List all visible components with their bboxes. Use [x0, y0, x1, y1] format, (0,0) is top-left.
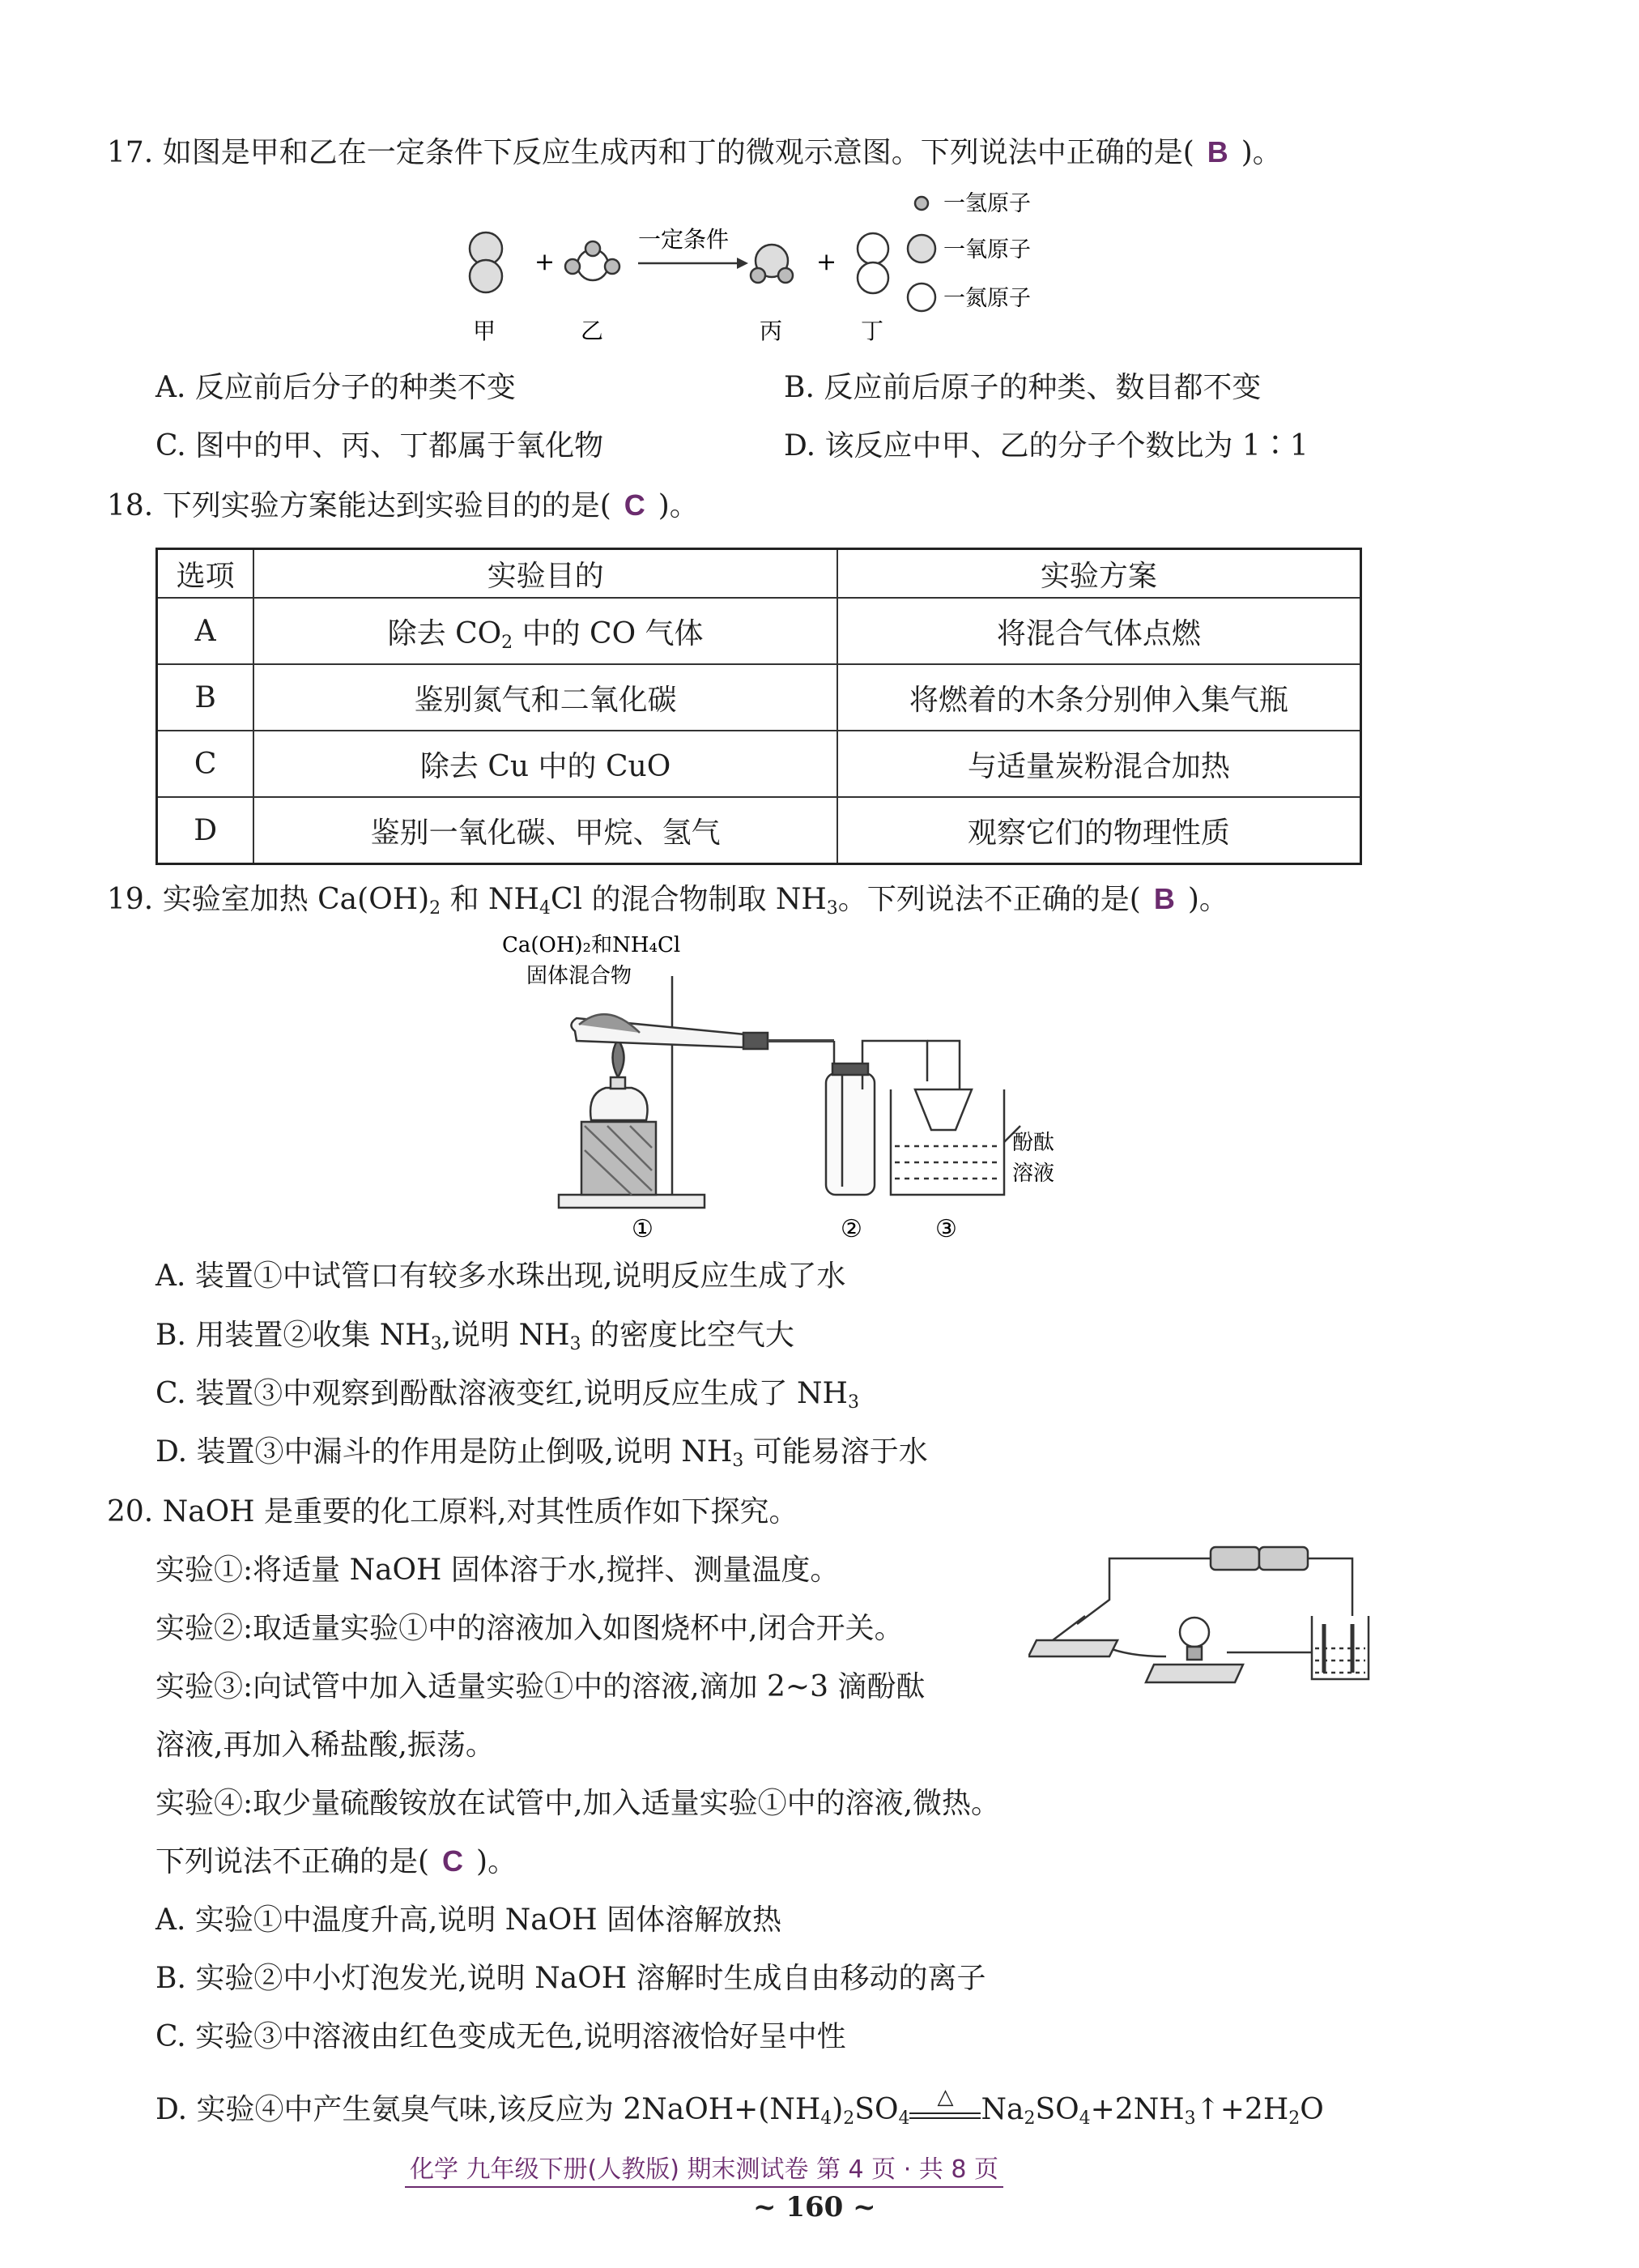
- label-solution: 溶液: [1012, 1162, 1055, 1186]
- label-yi: 乙: [581, 318, 604, 344]
- label-bing: 丙: [760, 318, 783, 344]
- q17-option-c: C. 图中的甲、丙、丁都属于氧化物: [155, 429, 604, 463]
- table-header-row: [157, 549, 1361, 599]
- legend-oxygen: 一氧原子: [943, 237, 1031, 262]
- q20-stem: 20. NaOH 是重要的化工原料,对其性质作如下探究。: [107, 1495, 798, 1528]
- q20-exp1: 实验①:将适量 NaOH 固体溶于水,搅拌、测量温度。: [155, 1554, 840, 1587]
- q17-molecule-diagram: [453, 182, 1069, 352]
- label-reagents: Ca(OH)₂和NH₄Cl: [502, 933, 681, 957]
- alcohol-lamp: [590, 1088, 647, 1120]
- legend-hydrogen: 一氢原子: [943, 191, 1031, 216]
- oxygen-atom: [470, 260, 502, 292]
- hydrogen-atom: [778, 268, 793, 283]
- q19-option-a: A. 装置①中试管口有较多水珠出现,说明反应生成了水: [155, 1260, 846, 1293]
- label-solid-mixture: 固体混合物: [526, 964, 632, 988]
- q18-stem: 18. 下列实验方案能达到实验目的的是( C )。: [107, 488, 699, 522]
- page-footer: 化学 九年级下册(人教版) 期末测试卷 第 4 页 · 共 8 页: [405, 2149, 1003, 2188]
- hydrogen-atom: [585, 241, 600, 256]
- battery: [1211, 1547, 1259, 1570]
- q18-answer: C: [624, 488, 645, 522]
- label-jia: 甲: [473, 318, 496, 344]
- stand-base: [559, 1195, 705, 1208]
- header-plan: 实验方案: [837, 549, 1361, 599]
- q20-option-d: D. 实验④中产生氨臭气味,该反应为 $2NaOH+(NH_4)_2SO_4$ △ $Na_2SO_4+2NH_3↑+2H_2O$: [155, 2085, 1324, 2129]
- nitrogen-atom: [908, 284, 935, 311]
- q17-answer: B: [1207, 135, 1228, 168]
- hydrogen-atom: [605, 259, 619, 274]
- reaction-condition: 一定条件: [638, 226, 730, 253]
- q20-exp2: 实验②:取适量实验①中的溶液加入如图烧杯中,闭合开关。: [155, 1612, 904, 1645]
- plus-sign: +: [816, 248, 837, 276]
- header-option: 选项: [157, 549, 254, 599]
- q17-option-d: D. 该反应中甲、乙的分子个数比为 1∶1: [784, 429, 1309, 463]
- stopper: [743, 1033, 768, 1049]
- q20-option-c: C. 实验③中溶液由红色变成无色,说明溶液恰好呈中性: [155, 2020, 846, 2053]
- q20-circuit-diagram: [1028, 1535, 1377, 1689]
- num-2: ②: [841, 1215, 862, 1243]
- q19-stem: 19. 实验室加热 $Ca(OH)_2$ 和 $NH_4Cl$ 的混合物制取 $NH_3$。下列说法不正确的是( B )。: [107, 882, 1228, 919]
- q20-ask: 下列说法不正确的是( C )。: [155, 1844, 517, 1878]
- q20-exp4: 实验④:取少量硫酸铵放在试管中,加入适量实验①中的溶液,微热。: [155, 1787, 1001, 1820]
- hydrogen-atom: [751, 268, 765, 283]
- bulb: [1180, 1618, 1209, 1647]
- flame: [613, 1039, 624, 1077]
- q19-option-b: B. 用装置②收集 $NH_3$,说明 $NH_3$ 的密度比空气大: [155, 1319, 794, 1354]
- q19-option-d: D. 装置③中漏斗的作用是防止倒吸,说明 $NH_3$ 可能易溶于水: [155, 1435, 928, 1471]
- table-row: B 鉴别氮气和二氧化碳 将燃着的木条分别伸入集气瓶: [157, 664, 1361, 731]
- hydrogen-atom: [915, 197, 928, 210]
- legend-nitrogen: 一氮原子: [943, 286, 1031, 311]
- bulb-board: [1146, 1665, 1243, 1682]
- q20-exp3-cont: 溶液,再加入稀盐酸,振荡。: [155, 1729, 495, 1762]
- q17-option-a: A. 反应前后分子的种类不变: [155, 371, 516, 404]
- label-ding: 丁: [861, 318, 884, 344]
- label-phenolphthalein: 酚酞: [1012, 1131, 1055, 1155]
- header-purpose: 实验目的: [253, 549, 837, 599]
- num-1: ①: [632, 1215, 653, 1243]
- q18-table: [155, 548, 1362, 865]
- table-row: D 鉴别一氧化碳、甲烷、氢气 观察它们的物理性质: [157, 797, 1361, 864]
- q19-apparatus-diagram: [486, 927, 1069, 1243]
- nitrogen-atom: [858, 262, 888, 293]
- plus-sign: +: [534, 248, 556, 276]
- q19-option-c: C. 装置③中观察到酚酞溶液变红,说明反应生成了 $NH_3$: [155, 1377, 859, 1413]
- battery: [1259, 1547, 1308, 1570]
- q17-option-b: B. 反应前后原子的种类、数目都不变: [784, 371, 1262, 404]
- nitrogen-atom: [858, 233, 888, 264]
- q20-option-a: A. 实验①中温度升高,说明 NaOH 固体溶解放热: [155, 1904, 782, 1937]
- hydrogen-atom: [565, 259, 580, 274]
- q17-stem: 17. 如图是甲和乙在一定条件下反应生成丙和丁的微观示意图。下列说法中正确的是( B )。: [107, 135, 1282, 169]
- q20-exp3: 实验③:向试管中加入适量实验①中的溶液,滴加 2~3 滴酚酞: [155, 1670, 926, 1703]
- q19-answer: B: [1153, 882, 1175, 915]
- collection-bottle: [826, 1073, 875, 1195]
- table-row: C 除去 Cu 中的 CuO 与适量炭粉混合加热: [157, 731, 1361, 797]
- switch: [1028, 1640, 1118, 1656]
- num-3: ③: [935, 1215, 957, 1243]
- page-number: ~ 160 ~: [753, 2191, 876, 2223]
- q20-answer: C: [442, 1844, 464, 1878]
- q20-option-b: B. 实验②中小灯泡发光,说明 NaOH 溶解时生成自由移动的离子: [155, 1962, 986, 1995]
- heat-equals-sign: △: [909, 2109, 981, 2119]
- table-row: A 除去 $CO_2$ 中的 CO 气体 将混合气体点燃: [157, 598, 1361, 664]
- oxygen-atom: [908, 235, 935, 262]
